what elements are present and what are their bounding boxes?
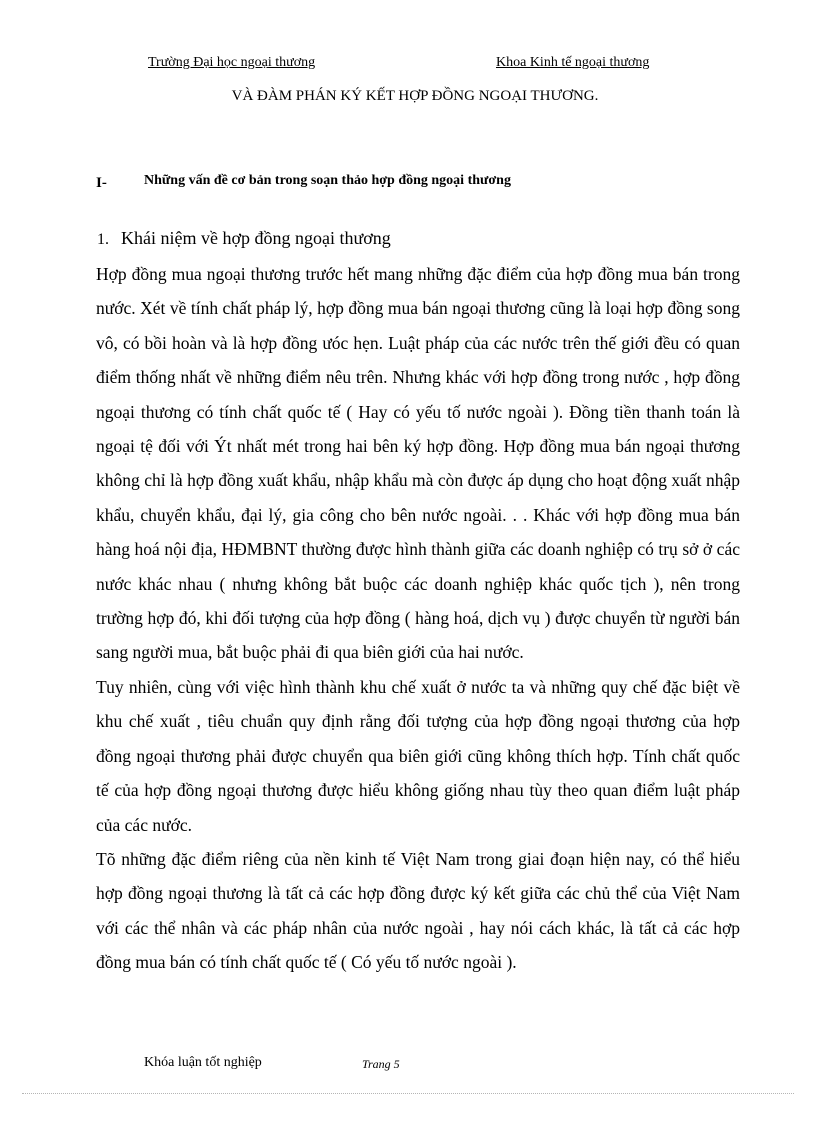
paragraph-3: Tõ những đặc điểm riêng của nền kinh tế Việt Nam trong giai đoạn hiện nay, có thể hiểu hợp đồng ngoại thương là tất cả các hợp đồng được ký kết giữa các chủ thể của Việt Nam với các thể nhân và các pháp nhân của nước ngoài , hay nói cách khác, là tất cả các hợp đồng mua bán có tính chất quốc tế ( Có yếu tố nước ngoài ).: [96, 848, 740, 973]
header-faculty: Khoa Kinh tế ngoại thương: [496, 55, 650, 70]
section-heading: [96, 172, 511, 189]
footer-thesis-label: Khóa luận tốt nghiệp: [144, 1055, 262, 1070]
footer-page-number: Trang 5: [362, 1057, 400, 1071]
section-heading-text: Những vấn đề cơ bản trong soạn thảo hợp đồng ngoại thương: [144, 173, 511, 188]
paragraph-2: Tuy nhiên, cùng với việc hình thành khu chế xuất ở nước ta và những quy chế đặc biệt về khu chế xuất , tiêu chuẩn quy định rằng đối tượng của hợp đồng ngoại thương của hợp đồng ngoại thương phải được chuyển qua biên giới cũng không thích hợp. Tính chất quốc tế của hợp đồng ngoại thương được hiểu không giống nhau tùy theo quan điểm luật pháp của các nước.: [96, 676, 740, 835]
subsection-number: 1.: [97, 231, 109, 248]
document-title: VÀ ĐÀM PHÁN KÝ KẾT HỢP ĐỒNG NGOẠI THƯƠNG.: [231, 88, 599, 104]
paragraph-1: Hợp đồng mua ngoại thương trước hết mang những đặc điểm của hợp đồng mua bán trong nước. Xét về tính chất pháp lý, hợp đồng mua bán ngoại thương cũng là loại hợp đồng song vô, có bồi hoàn và là hợp đồng ưóc hẹn. Luật pháp của các nước trên thế giới đều có quan điểm thống nhất về những điểm nêu trên. Nhưng khác với hợp đồng trong nước , hợp đồng ngoại thương có tính chất quốc tế ( Hay có yếu tố nước ngoài ). Đồng tiền thanh toán là ngoại tệ đối với Ýt nhất mét trong hai bên ký hợp đồng. Hợp đồng mua bán ngoại thương không chỉ là hợp đồng xuất khẩu, nhập khẩu mà còn được áp dụng cho hoạt động xuất nhập khẩu, chuyển khẩu, đại lý, gia công cho bên nước ngoài. . . Khác với hợp đồng mua bán hàng hoá nội địa, HĐMBNT thường được hình thành giữa các doanh nghiệp có trụ sở ở các nước khác nhau ( nhưng không bắt buộc các doanh nghiệp khác quốc tịch ), nên trong trường hợp đó, khi đối tượng của hợp đồng ( hàng hoá, dịch vụ ) được chuyển từ người bán sang người mua, bắt buộc phải đi qua biên giới của hai nước.: [96, 264, 740, 663]
page-bottom-divider: [22, 1093, 794, 1094]
body-text: [96, 257, 740, 980]
subsection-heading-text: Khái niệm về hợp đồng ngoại thương: [121, 228, 391, 248]
section-number: I-: [96, 175, 107, 191]
subsection-heading: [97, 228, 391, 249]
header-university: Trường Đại học ngoại thương: [148, 55, 316, 70]
